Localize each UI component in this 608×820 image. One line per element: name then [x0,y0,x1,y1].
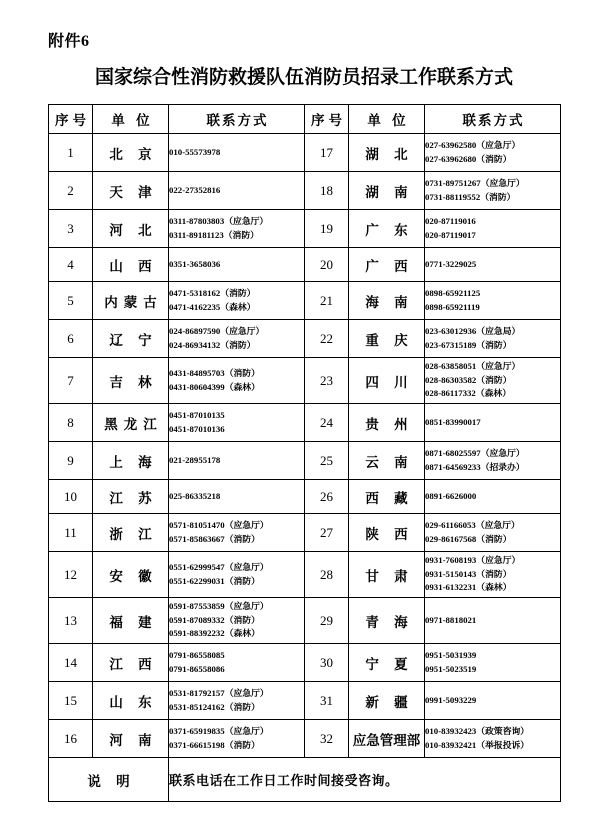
cell-seq: 15 [49,682,93,720]
table-row [49,248,561,282]
cell-contact [169,552,305,598]
table-header-row [49,105,561,134]
cell-seq: 2 [49,172,93,210]
note-row [49,758,561,802]
contact-line: 010-83932423（政策咨询） [425,725,530,736]
contact-line: 0951-5031939 [425,649,477,660]
cell-unit: 天 津 [93,172,169,210]
contact-line: 0591-87089332（消防） [169,614,260,625]
cell-seq: 28 [305,552,349,598]
contact-line: 0351-3658036 [169,258,221,269]
cell-seq: 1 [49,134,93,172]
contact-line: 0551-62299031（消防） [169,575,260,586]
contact-line: 028-63858051（应急厅） [425,361,521,372]
contact-line: 020-87119017 [425,229,476,240]
cell-seq: 18 [305,172,349,210]
contact-line: 0951-5023519 [425,663,477,674]
cell-contact [425,552,561,598]
cell-contact [425,358,561,404]
table-row [49,358,561,404]
cell-contact [169,720,305,758]
cell-unit: 吉 林 [93,358,169,404]
cell-unit: 青 海 [349,598,425,644]
cell-unit: 河 南 [93,720,169,758]
contact-line: 0791-86558085 [169,649,225,660]
cell-seq: 9 [49,442,93,480]
cell-contact [425,598,561,644]
cell-unit: 宁 夏 [349,644,425,682]
column-header-contact-right: 联系方式 [425,105,561,134]
table-row [49,172,561,210]
table-row [49,598,561,644]
table-header [49,105,561,134]
contact-line: 0431-80604399（森林） [169,381,260,392]
cell-contact [425,404,561,442]
contact-line: 025-86335218 [169,490,221,501]
contact-line: 010-83932421（举报投诉） [425,739,530,750]
contact-table-wrapper [48,104,560,802]
cell-seq: 26 [305,480,349,514]
table-row [49,720,561,758]
cell-unit: 上 海 [93,442,169,480]
cell-contact [425,320,561,358]
cell-seq: 23 [305,358,349,404]
cell-unit: 云 南 [349,442,425,480]
contact-line: 0898-65921125 [425,287,481,298]
cell-contact [169,598,305,644]
contact-line: 029-86167568（消防） [425,533,512,544]
cell-unit: 江 苏 [93,480,169,514]
contact-line: 0371-65919835（应急厅） [169,725,269,736]
cell-unit: 江 西 [93,644,169,682]
column-header-seq-left: 序号 [49,105,93,134]
cell-unit: 海 南 [349,282,425,320]
cell-contact [169,514,305,552]
cell-unit: 广 东 [349,210,425,248]
contact-line: 020-87119016 [425,215,476,226]
contact-line: 0931-7608193（应急厅） [425,555,521,566]
table-row [49,682,561,720]
cell-contact [425,172,561,210]
contact-line: 0471-5318162（消防） [169,287,256,298]
attachment-label: 附件6 [48,33,90,50]
cell-contact [425,682,561,720]
cell-seq: 21 [305,282,349,320]
cell-seq: 27 [305,514,349,552]
cell-contact [169,134,305,172]
column-header-unit-left: 单 位 [93,105,169,134]
contact-line: 0431-84895703（消防） [169,367,260,378]
cell-seq: 11 [49,514,93,552]
cell-unit: 贵 州 [349,404,425,442]
contact-line: 021-28955178 [169,454,221,465]
cell-unit: 山 东 [93,682,169,720]
contact-line: 0551-62999547（应急厅） [169,561,269,572]
cell-contact [425,134,561,172]
cell-contact [169,210,305,248]
contact-line: 0731-88119552（消防） [425,191,516,202]
cell-unit: 辽 宁 [93,320,169,358]
cell-contact [425,644,561,682]
contact-line: 027-63962680（消防） [425,153,512,164]
cell-seq: 19 [305,210,349,248]
contact-line: 0371-66615198（消防） [169,739,260,750]
cell-seq: 22 [305,320,349,358]
cell-contact [425,720,561,758]
table-row [49,320,561,358]
contact-line: 0571-81051470（应急厅） [169,519,269,530]
cell-seq: 17 [305,134,349,172]
cell-seq: 32 [305,720,349,758]
cell-unit: 黑龙江 [93,404,169,442]
contact-line: 0991-5093229 [425,694,477,705]
cell-unit: 浙 江 [93,514,169,552]
cell-seq: 24 [305,404,349,442]
cell-contact [169,172,305,210]
contact-line: 0571-85863667（消防） [169,533,260,544]
contact-line: 0931-6132231（森林） [425,582,512,593]
contact-line: 0451-87010135 [169,409,225,420]
table-row [49,134,561,172]
cell-seq: 20 [305,248,349,282]
cell-seq: 12 [49,552,93,598]
cell-contact [169,644,305,682]
contact-line: 0451-87010136 [169,423,225,434]
page-title: 国家综合性消防救援队伍消防员招录工作联系方式 [94,67,513,88]
cell-unit: 广 西 [349,248,425,282]
table-row [49,644,561,682]
cell-seq: 8 [49,404,93,442]
cell-seq: 29 [305,598,349,644]
cell-seq: 4 [49,248,93,282]
contact-line: 0591-88392232（森林） [169,628,260,639]
contact-line: 0871-68025597（应急厅） [425,447,525,458]
cell-unit: 河 北 [93,210,169,248]
cell-unit: 内蒙古 [93,282,169,320]
cell-unit: 新 疆 [349,682,425,720]
cell-seq: 6 [49,320,93,358]
contact-line: 027-63962580（应急厅） [425,139,521,150]
cell-seq: 14 [49,644,93,682]
contact-line: 0531-81792157（应急厅） [169,687,269,698]
column-header-contact-left: 联系方式 [169,105,305,134]
cell-contact [425,442,561,480]
contact-line: 0931-5150143（消防） [425,568,512,579]
contact-line: 0731-89751267（应急厅） [425,177,525,188]
contact-line: 0531-85124162（消防） [169,701,260,712]
contact-line: 0311-89181123（消防） [169,229,259,240]
table-row [49,282,561,320]
cell-unit: 陕 西 [349,514,425,552]
contact-line: 028-86117332（森林） [425,388,512,399]
contact-table [48,104,561,802]
note-label: 说 明 [49,758,169,802]
contact-line: 023-63012936（应急局） [425,325,521,336]
cell-contact [425,480,561,514]
cell-contact [169,480,305,514]
cell-unit: 西 藏 [349,480,425,514]
cell-unit: 湖 北 [349,134,425,172]
cell-seq: 13 [49,598,93,644]
cell-seq: 10 [49,480,93,514]
contact-line: 0871-64569233（招录办） [425,461,525,472]
cell-contact [425,248,561,282]
table-row [49,404,561,442]
contact-line: 0898-65921119 [425,301,480,312]
cell-unit: 四 川 [349,358,425,404]
contact-line: 0971-8818021 [425,614,477,625]
cell-unit: 福 建 [93,598,169,644]
cell-seq: 16 [49,720,93,758]
cell-unit: 湖 南 [349,172,425,210]
contact-line: 0891-6626000 [425,490,477,501]
cell-seq: 5 [49,282,93,320]
column-header-unit-right: 单 位 [349,105,425,134]
cell-seq: 30 [305,644,349,682]
cell-seq: 25 [305,442,349,480]
cell-seq: 3 [49,210,93,248]
contact-line: 024-86934132（消防） [169,339,256,350]
cell-unit: 应急管理部 [349,720,425,758]
table-row [49,210,561,248]
contact-line: 010-55573978 [169,146,221,157]
table-row [49,552,561,598]
contact-line: 0851-83990017 [425,416,481,427]
table-row [49,514,561,552]
table-row [49,442,561,480]
contact-line: 023-67315189（消防） [425,339,512,350]
contact-line: 029-61166053（应急厅） [425,519,520,530]
cell-contact [169,248,305,282]
cell-contact [169,404,305,442]
cell-contact [169,320,305,358]
cell-unit: 安 徽 [93,552,169,598]
cell-unit: 重 庆 [349,320,425,358]
column-header-seq-right: 序号 [305,105,349,134]
contact-line: 0311-87803803（应急厅） [169,215,269,226]
cell-contact [425,282,561,320]
contact-line: 022-27352816 [169,184,221,195]
table-body [49,134,561,758]
contact-line: 0771-3229025 [425,258,477,269]
contact-line: 0791-86558086 [169,663,225,674]
cell-contact [169,442,305,480]
cell-contact [425,210,561,248]
table-row [49,480,561,514]
note-text: 联系电话在工作日工作时间接受咨询。 [169,758,561,802]
contact-line: 0591-87553859（应急厅） [169,601,269,612]
cell-unit: 甘 肃 [349,552,425,598]
cell-seq: 31 [305,682,349,720]
contact-line: 024-86897590（应急厅） [169,325,265,336]
cell-contact [169,358,305,404]
cell-contact [169,682,305,720]
cell-contact [169,282,305,320]
cell-seq: 7 [49,358,93,404]
cell-unit: 山 西 [93,248,169,282]
contact-line: 028-86303582（消防） [425,374,512,385]
contact-line: 0471-4162235（森林） [169,301,256,312]
cell-unit: 北 京 [93,134,169,172]
table-footer [49,758,561,802]
cell-contact [425,514,561,552]
